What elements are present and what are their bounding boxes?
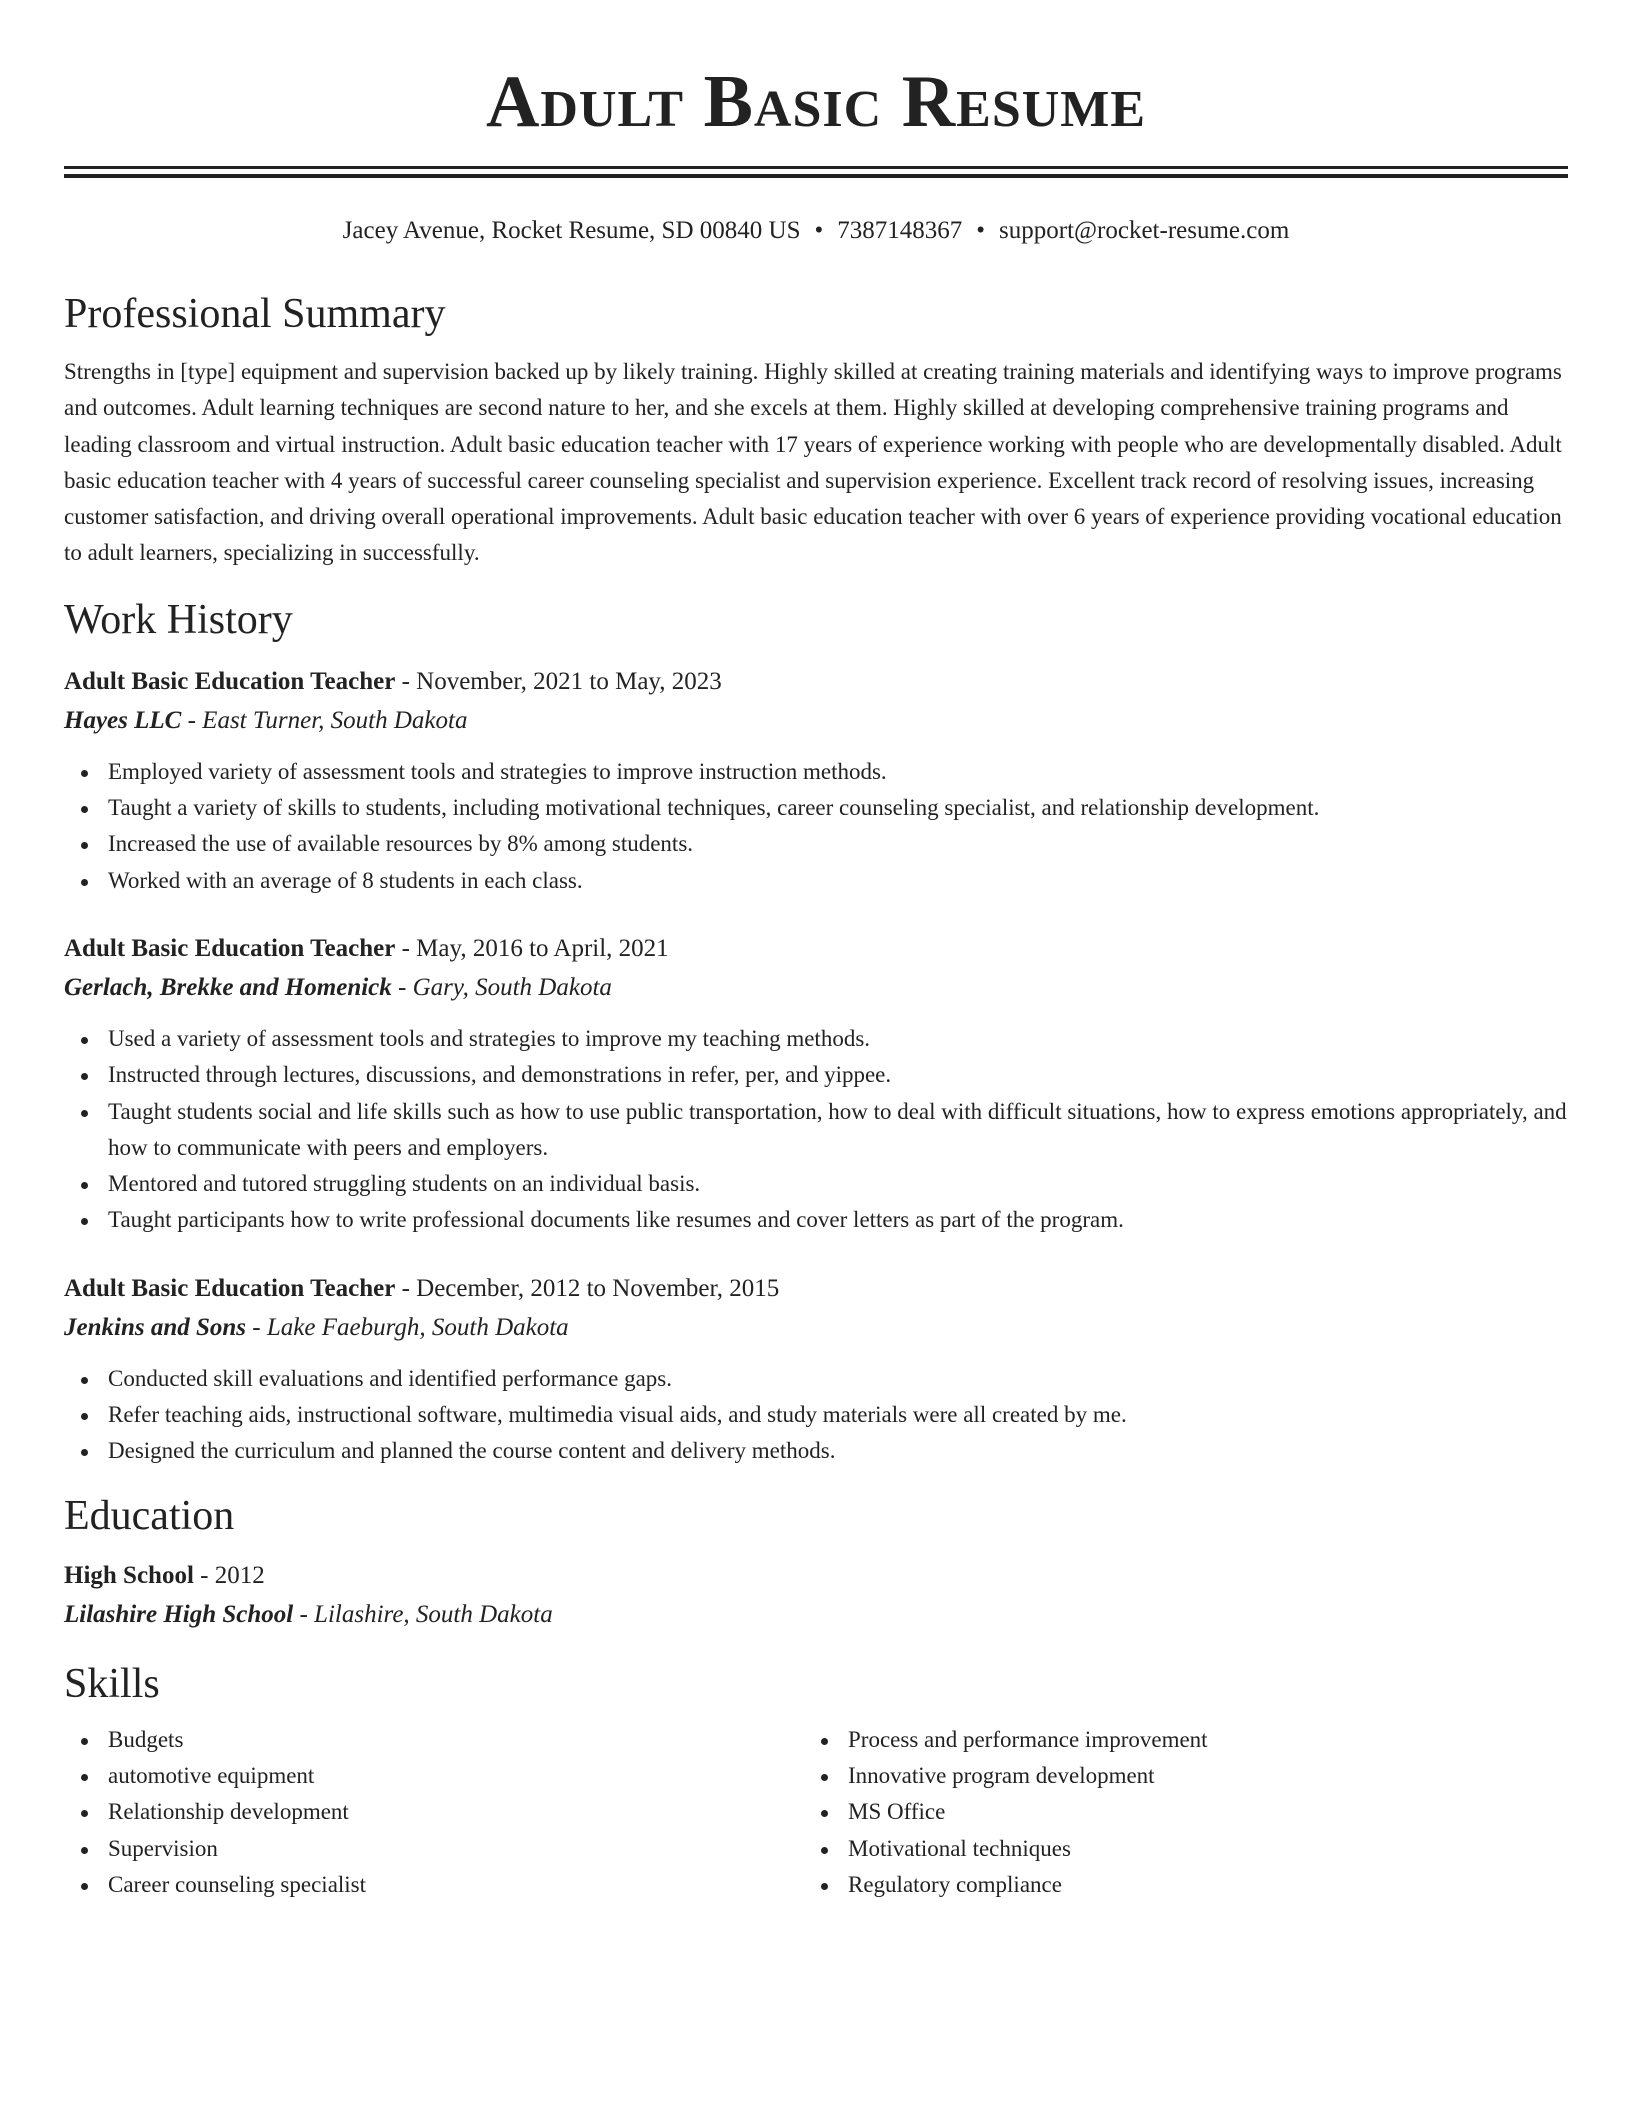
skill-item: Innovative program development [804,1758,1544,1794]
skill-item: Motivational techniques [804,1831,1544,1867]
list-item: Taught students social and life skills such as how to use public transportation, how to deal with difficult situations, how to express emotions appropriately, and how to communicate with peers and employers. [64,1094,1568,1167]
list-item: Increased the use of available resources by 8% among students. [64,826,1568,862]
education-degree-line: High School - 2012 [64,1561,265,1589]
job-duties-list [64,1361,1568,1470]
education-school: Lilashire High School [64,1600,294,1628]
skill-item: Budgets [64,1722,804,1758]
skill-item: Process and performance improvement [804,1722,1544,1758]
job-dates: May, 2016 to April, 2021 [416,934,669,962]
skills-column-left [64,1722,804,1903]
education-school-line: Lilashire High School - Lilashire, South Dakota [64,1600,553,1628]
job-duties-list [64,1021,1568,1239]
contact-separator: • [976,217,986,244]
job-location: East Turner, South Dakota [202,706,468,734]
skill-item: Regulatory compliance [804,1867,1544,1903]
education-degree: High School [64,1561,194,1589]
job-title: Adult Basic Education Teacher [64,667,396,695]
skill-item: MS Office [804,1794,1544,1830]
education-year: 2012 [214,1561,265,1589]
list-item: Designed the curriculum and planned the course content and delivery methods. [64,1433,1568,1469]
resume-title: Adult Basic Resume [485,61,1147,143]
skills-list [64,1722,1568,1903]
job-location: Gary, South Dakota [412,973,612,1001]
job-employer: Jenkins and Sons - Lake Faeburgh, South Dakota [64,1313,569,1341]
education-entry [64,1556,1568,1634]
job-company: Jenkins and Sons [64,1313,247,1341]
section-heading-education: Education [64,1492,235,1539]
list-item: Employed variety of assessment tools and strategies to improve instruction methods. [64,754,1568,790]
list-item: Mentored and tutored struggling students on an individual basis. [64,1166,1568,1202]
job-header: Adult Basic Education Teacher - May, 2016 to April, 2021 [64,934,669,962]
skill-item: Career counseling specialist [64,1867,804,1903]
section-heading-work-history: Work History [64,596,293,643]
section-heading-summary: Professional Summary [64,291,446,337]
skill-item: automotive equipment [64,1758,804,1794]
job-duties-list [64,754,1568,899]
section-heading-skills: Skills [64,1660,160,1707]
job-header: Adult Basic Education Teacher - December, 2012 to November, 2015 [64,1274,780,1302]
job-entry [64,929,1568,1239]
job-employer: Hayes LLC - East Turner, South Dakota [64,706,468,734]
education-location: Lilashire, South Dakota [314,1600,553,1628]
job-company: Hayes LLC [64,706,182,734]
job-company: Gerlach, Brekke and Homenick [64,973,392,1001]
divider-line-top [64,166,1568,169]
job-location: Lake Faeburgh, South Dakota [266,1313,569,1341]
skill-item: Relationship development [64,1794,804,1830]
job-employer: Gerlach, Brekke and Homenick - Gary, South Dakota [64,973,612,1001]
list-item: Taught participants how to write professional documents like resumes and cover letters as part of the program. [64,1202,1568,1238]
job-title: Adult Basic Education Teacher [64,934,396,962]
list-item: Instructed through lectures, discussions, and demonstrations in refer, per, and yippee. [64,1057,1568,1093]
contact-address: Jacey Avenue, Rocket Resume, SD 00840 US [342,217,801,244]
contact-phone: 7387148367 [837,217,963,244]
list-item: Worked with an average of 8 students in each class. [64,863,1568,899]
summary-text: Strengths in [type] equipment and supervision backed up by likely training. Highly skilled at creating training materials and identifying ways to improve programs and outcomes. Adult learning techniques are second nature to her, and she excels at them. Highly skilled at developing comprehensive training programs and leading classroom and virtual instruction. Adult basic education teacher with 17 years of experience working with people who are developmentally disabled. Adult basic education teacher with 4 years of successful career counseling specialist and supervision experience. Excellent track record of resolving issues, increasing customer satisfaction, and driving overall operational improvements. Adult basic education teacher with over 6 years of experience providing vocational education to adult learners, specializing in successfully. [64,359,1562,566]
contact-separator: • [814,217,824,244]
job-title: Adult Basic Education Teacher [64,1274,396,1302]
contact-info [64,214,1568,248]
contact-email: support@rocket-resume.com [999,217,1290,244]
resume-page [64,0,1568,1903]
title-divider [64,166,1568,178]
job-entry [64,662,1568,899]
list-item: Refer teaching aids, instructional software, multimedia visual aids, and study materials were all created by me. [64,1397,1568,1433]
list-item: Conducted skill evaluations and identified performance gaps. [64,1361,1568,1397]
list-item: Taught a variety of skills to students, including motivational techniques, career counseling specialist, and relationship development. [64,790,1568,826]
job-dates: November, 2021 to May, 2023 [416,667,722,695]
divider-line-bottom [64,174,1568,178]
skills-column-right [804,1722,1544,1903]
job-dates: December, 2012 to November, 2015 [416,1274,780,1302]
list-item: Used a variety of assessment tools and strategies to improve my teaching methods. [64,1021,1568,1057]
job-header: Adult Basic Education Teacher - November, 2021 to May, 2023 [64,667,722,695]
skill-item: Supervision [64,1831,804,1867]
job-entry [64,1269,1568,1470]
